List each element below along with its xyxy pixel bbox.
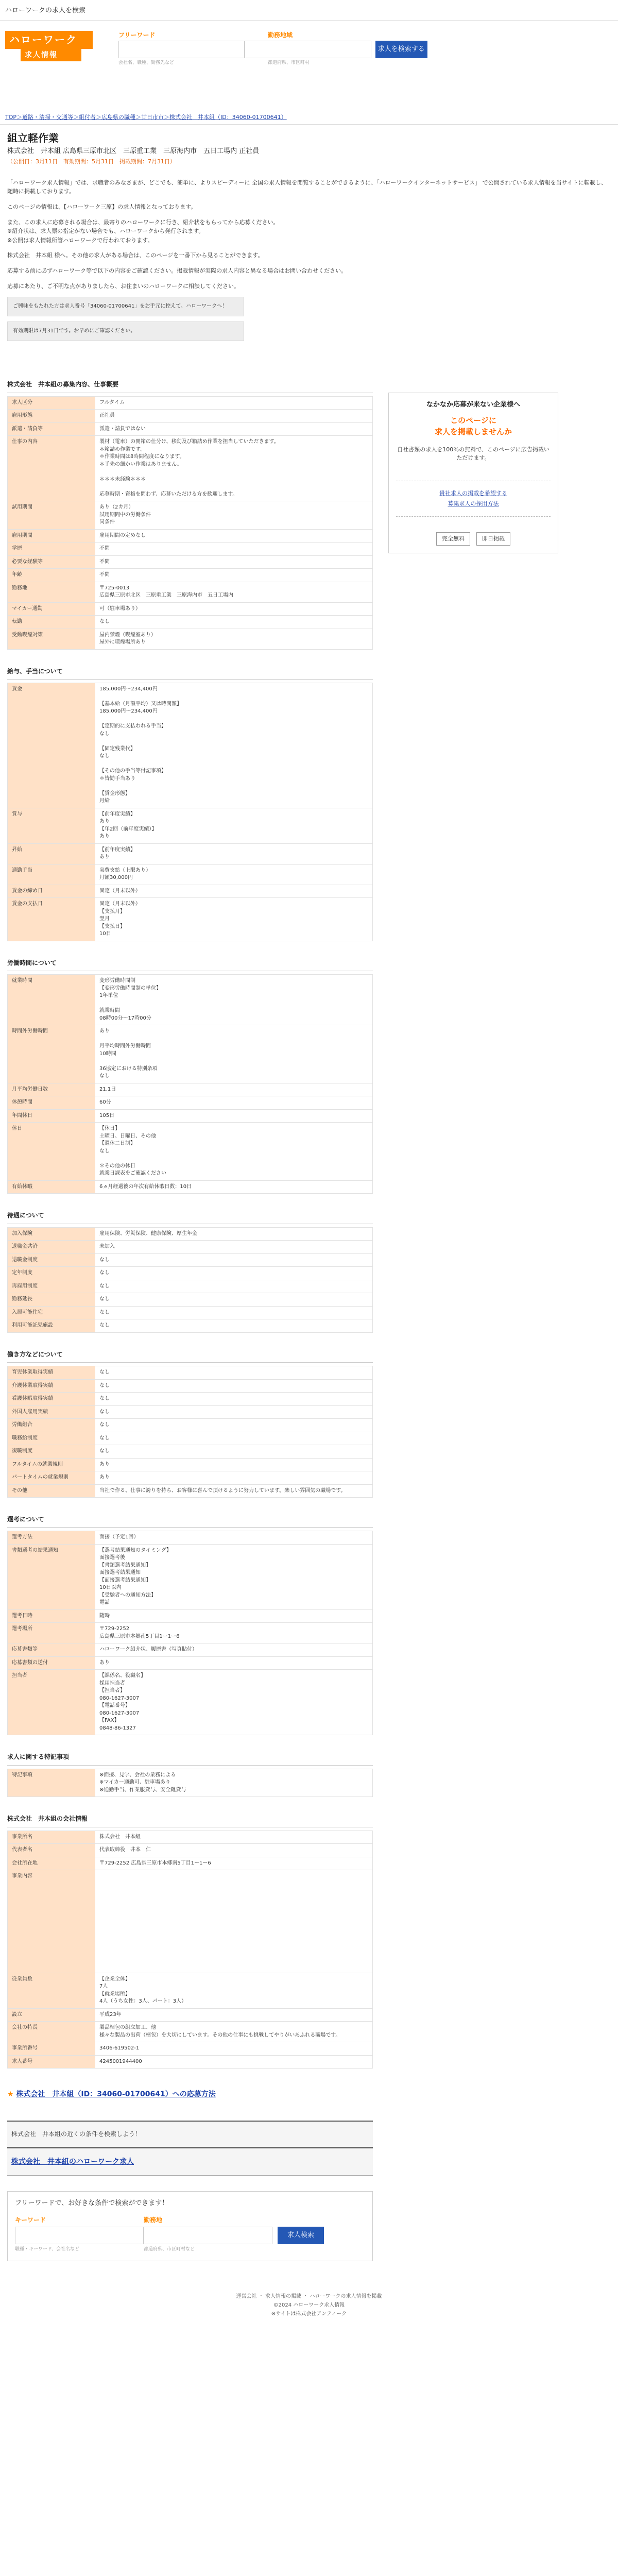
bottom-search xyxy=(7,2191,373,2261)
field-value: なし xyxy=(95,1280,373,1293)
field-label: 就業時間 xyxy=(8,975,95,1025)
field-label: 事業所番号 xyxy=(8,2042,95,2056)
field-label: 賃金の支払日 xyxy=(8,898,95,941)
bottom-location-label: 勤務地 xyxy=(144,2216,163,2224)
field-value: あり xyxy=(95,1458,373,1471)
keyword-input[interactable] xyxy=(118,41,245,58)
field-value: 可（駐車場あり） xyxy=(95,602,373,616)
field-value: ※面接、見学、会社の業務による ※マイカー通勤可、駐車場あり ※通勤手当、作業服貸与、安全靴貸与 xyxy=(95,1769,373,1797)
bottom-keyword-input[interactable] xyxy=(15,2227,144,2244)
field-label: 有給休暇 xyxy=(8,1180,95,1194)
intro-p4: 株式会社 井本組 様へ。その他の求人がある場合は、このページを一番下から見ることができます。 xyxy=(7,252,264,259)
ad-body: 自社書類の求人を100％の無料で、このページに広告掲載いただけます。 xyxy=(397,446,550,462)
intro xyxy=(0,168,618,341)
table-row xyxy=(8,1280,373,1293)
field-value: 【休日】 土曜日、日曜日、その他 【週休二日制】 なし ＊その他の休日 就業日課表をご確認ください xyxy=(95,1123,373,1181)
field-value: 屋内禁煙（喫煙室あり） 屋外に喫煙場所あり xyxy=(95,629,373,649)
table-row xyxy=(8,1096,373,1110)
bottom-location-placeholder: 都道府県、市区町村など xyxy=(144,2247,195,2252)
top-bar xyxy=(0,0,618,21)
field-label: 転勤 xyxy=(8,616,95,629)
footer-links[interactable]: 運営会社 ・ 求人情報の掲載 ・ ハローワークの求人情報を掲載 xyxy=(236,2293,382,2299)
field-value: あり xyxy=(95,1656,373,1670)
breadcrumb-link[interactable]: TOP＞道路・清掃・交通等＞組付者＞広島県の職種＞廿日市市＞株式会社 井本組（ID：34060-01700641） xyxy=(5,114,287,121)
table-row xyxy=(8,975,373,1025)
table-row xyxy=(8,1445,373,1459)
table-row xyxy=(8,1123,373,1181)
section-title: 株式会社 井本組の募集内容、仕事概要 xyxy=(7,377,373,393)
field-label: 設立 xyxy=(8,2008,95,2022)
intro-p6: 応募にあたり、ご不明な点がありましたら、お住まいのハローワークに相談してください。 xyxy=(7,282,239,290)
field-label: 代表者名 xyxy=(8,1844,95,1857)
field-label: 会社の特長 xyxy=(8,2022,95,2042)
field-value: なし xyxy=(95,1445,373,1459)
field-label: 勤務地 xyxy=(8,582,95,602)
posting-dates: （公開日：3月11日 有効期間：5月31日 掲載期間：7月31日） xyxy=(7,158,176,165)
field-label: 賃金の締め日 xyxy=(8,885,95,898)
table-row xyxy=(8,1405,373,1419)
sidebar xyxy=(388,393,558,2069)
table-row xyxy=(8,555,373,569)
field-label: 労働組合 xyxy=(8,1419,95,1432)
table-row xyxy=(8,1857,373,1870)
job-number-note: ご興味をもたれた方は求人番号「34060-01700641」をお手元に控えて、ハローワークへ！ xyxy=(7,297,244,316)
nearby-search-text: 株式会社 井本組の近くの条件を検索しよう！ xyxy=(11,2130,142,2138)
field-label: 受動喫煙対策 xyxy=(8,629,95,649)
table-row xyxy=(8,1531,373,1545)
field-label: 試用期間 xyxy=(8,501,95,530)
section-table xyxy=(7,1366,373,1498)
field-label: 昇給 xyxy=(8,843,95,864)
field-label: 担当者 xyxy=(8,1670,95,1735)
table-row xyxy=(8,569,373,582)
table-row xyxy=(8,1227,373,1241)
table-row xyxy=(8,1623,373,1643)
field-value: 代表取締役 井本 仁 xyxy=(95,1844,373,1857)
field-value: あり 月平均時間外労働時間 10時間 36協定における特別条項 なし xyxy=(95,1025,373,1083)
table-row xyxy=(8,885,373,898)
field-value: 【前年度実績】 あり xyxy=(95,843,373,864)
table-row xyxy=(8,1366,373,1380)
footer-copyright: ©2024 ハローワーク求人情報 xyxy=(273,2302,345,2308)
intro-p1: 「ハローワーク求人情報」では、求職者のみなさまが、どこでも、簡単に、よりスピーディーに 全国の求人情報を閲覧することができるように、「ハローワークインターネットサービス」 で公開されている求人情報を当サイトに転載し、随時に掲載しております。 xyxy=(7,179,607,195)
table-row xyxy=(8,602,373,616)
table-row xyxy=(8,864,373,885)
page-title: 組立軽作業 xyxy=(7,132,59,144)
field-value: 3406-619502-1 xyxy=(95,2042,373,2056)
section-table xyxy=(7,1227,373,1333)
field-value: なし xyxy=(95,616,373,629)
field-label: 必要な経験等 xyxy=(8,555,95,569)
field-value: なし xyxy=(95,1253,373,1267)
section-table xyxy=(7,396,373,650)
field-value: 〒729-2252 広島県三原市本郷南5丁目1ー1ー6 xyxy=(95,1857,373,1870)
table-row xyxy=(8,683,373,808)
section-title: 労働時間について xyxy=(7,956,373,971)
table-row xyxy=(8,1656,373,1670)
field-value: 正社員 xyxy=(95,410,373,423)
job-details xyxy=(7,377,373,2069)
table-row xyxy=(8,1109,373,1123)
field-value: あり（2カ月） 試用期間中の労働条件 同条件 xyxy=(95,501,373,530)
field-label: 書類選考の結果通知 xyxy=(8,1544,95,1609)
ad-link-method[interactable]: 募集求人の採用方法 xyxy=(448,500,499,507)
table-row xyxy=(8,436,373,501)
field-value: 60分 xyxy=(95,1096,373,1110)
table-row xyxy=(8,616,373,629)
table-row xyxy=(8,543,373,556)
ad-links xyxy=(396,481,551,517)
field-label: 通勤手当 xyxy=(8,864,95,885)
field-value: なし xyxy=(95,1379,373,1393)
section-title: 選考について xyxy=(7,1512,373,1528)
table-row xyxy=(8,410,373,423)
field-label: 賃金 xyxy=(8,683,95,808)
field-label: 看護休暇取得実績 xyxy=(8,1393,95,1406)
table-row xyxy=(8,1484,373,1498)
field-label: 派遣・請負等 xyxy=(8,422,95,436)
field-value: 未加入 xyxy=(95,1241,373,1254)
location-label: 勤務地域 xyxy=(268,31,293,39)
field-value: 雇用保険、労災保険、健康保険、厚生年金 xyxy=(95,1227,373,1241)
table-row xyxy=(8,2055,373,2069)
section-table xyxy=(7,974,373,1194)
field-label: 年齢 xyxy=(8,569,95,582)
field-label: 時間外労働時間 xyxy=(8,1025,95,1083)
bottom-location-input[interactable] xyxy=(144,2227,272,2244)
search-button[interactable]: 求人を検索する xyxy=(375,41,427,58)
field-label: フルタイムの就業規則 xyxy=(8,1458,95,1471)
field-label: 事業所名 xyxy=(8,1831,95,1844)
field-value: 当社で作る、仕事に誇りを持ち、お客様に喜んで頂けるように努力しています。楽しい雰囲気の職場です。 xyxy=(95,1484,373,1498)
field-label: 退職金共済 xyxy=(8,1241,95,1254)
field-value: 株式会社 井本組 xyxy=(95,1831,373,1844)
field-label: 勤務延長 xyxy=(8,1293,95,1307)
field-label: 休日 xyxy=(8,1123,95,1181)
field-label: 求人区分 xyxy=(8,396,95,410)
company-line: 株式会社 井本組 広島県三原市北区 三原重工業 三原海内市 五日工場内 正社員 xyxy=(7,147,260,155)
field-value: なし xyxy=(95,1393,373,1406)
bottom-search-button[interactable]: 求人検索 xyxy=(278,2227,324,2244)
table-row xyxy=(8,1432,373,1445)
table-row xyxy=(8,1831,373,1844)
field-label: 退職金制度 xyxy=(8,1253,95,1267)
field-label: マイカー通勤 xyxy=(8,602,95,616)
location-input[interactable] xyxy=(245,41,371,58)
field-value: 面接（予定1回） xyxy=(95,1531,373,1545)
table-row xyxy=(8,629,373,649)
section-title: 待遇について xyxy=(7,1208,373,1224)
intro-p3: また、この求人に応募される場合は、最寄りのハローワークに行き、紹介状をもらってから応募ください。 ※紹介状は、求人票の指定がない場合でも、ハローワークから発行されます。 ※公開は求人情報所管ハローワークで行われております。 xyxy=(7,218,279,244)
main-content xyxy=(0,377,618,2069)
field-value: なし xyxy=(95,1432,373,1445)
field-value: なし xyxy=(95,1366,373,1380)
field-value: 【前年度実績】 あり 【年2回（前年度実績）】 あり xyxy=(95,808,373,843)
field-label: 加入保険 xyxy=(8,1227,95,1241)
field-value: なし xyxy=(95,1293,373,1307)
field-value: 随時 xyxy=(95,1609,373,1623)
company-jobs-link[interactable]: 株式会社 井本組のハローワーク求人 xyxy=(11,2157,134,2166)
logo-line1: ハローワーク xyxy=(5,31,93,49)
table-row xyxy=(8,1973,373,2008)
field-value: 固定（月末以外） xyxy=(95,885,373,898)
table-row xyxy=(8,1083,373,1096)
ad-link-post[interactable]: 貴社求人の掲載を希望する xyxy=(439,490,507,497)
table-row xyxy=(8,1241,373,1254)
table-row xyxy=(8,396,373,410)
footer-operator: ※サイトは株式会社アンティーク xyxy=(271,2311,347,2317)
intro-p5: 応募する前に必ずハローワーク等で以下の内容をご確認ください。掲載情報が実際の求人内容と異なる場合はお問い合わせください。 xyxy=(7,267,347,274)
field-value: 〒725-0013 広島県三原市北区 三原重工業 三原海内市 五日工場内 xyxy=(95,582,373,602)
table-row xyxy=(8,2022,373,2042)
table-row xyxy=(8,422,373,436)
field-value: 変形労働時間制 【変形労働時間制の単位】 1年単位 就業時間 08時00分〜17時00分 xyxy=(95,975,373,1025)
field-value: あり xyxy=(95,1471,373,1485)
job-header xyxy=(0,125,618,168)
table-row xyxy=(8,501,373,530)
apply-link[interactable] xyxy=(7,2089,373,2099)
field-label: パートタイムの就業規則 xyxy=(8,1471,95,1485)
star-icon: ★ xyxy=(7,2090,14,2099)
table-row xyxy=(8,1319,373,1333)
bottom-keyword-label: キーワード xyxy=(15,2216,46,2224)
field-value: 不問 xyxy=(95,569,373,582)
field-label: 再雇用制度 xyxy=(8,1280,95,1293)
field-value: なし xyxy=(95,1306,373,1319)
bottom-search-title: フリーワードで、お好きな条件で検索ができます！ xyxy=(15,2199,169,2208)
ad-heading: なかなか応募が来ない企業様へ xyxy=(426,401,520,409)
table-row xyxy=(8,1609,373,1623)
expiry-note: 有効期限は7月31日です。お早めにご確認ください。 xyxy=(7,321,244,341)
table-row xyxy=(8,1419,373,1432)
field-value: ハローワーク紹介状、履歴書（写真貼付） xyxy=(95,1643,373,1657)
field-label: 従業員数 xyxy=(8,1973,95,2008)
table-row xyxy=(8,1306,373,1319)
field-value: 4245001944400 xyxy=(95,2055,373,2069)
header-search xyxy=(118,31,427,66)
table-row xyxy=(8,1393,373,1406)
section-table xyxy=(7,1531,373,1735)
breadcrumb xyxy=(0,113,618,125)
field-label: 求人番号 xyxy=(8,2055,95,2069)
field-value: 185,000円〜234,400円 【基本給（月額平均）又は時間額】 185,000円〜234,400円 【定期的に支払われる手当】 なし 【固定残業代】 なし 【その他の手当等付記事項】 ＊皆勤手当あり 【賃金形態】 月給 xyxy=(95,683,373,808)
table-row xyxy=(8,1670,373,1735)
field-label: 職務給制度 xyxy=(8,1432,95,1445)
field-value: 【企業全体】 7人 【就業場所】 4人（うち女性：3人、パート：3人） xyxy=(95,1973,373,2008)
table-row xyxy=(8,843,373,864)
field-value xyxy=(95,1870,373,1973)
section-table xyxy=(7,1831,373,2069)
field-label: 事業内容 xyxy=(8,1870,95,1973)
bottom-keyword-placeholder: 職種・キーワード、会社名など xyxy=(15,2247,80,2252)
field-value: 21.1日 xyxy=(95,1083,373,1096)
location-placeholder: 都道府県、市区町村 xyxy=(268,60,310,66)
nearby-search-bar[interactable] xyxy=(7,2121,373,2147)
field-value: 【課係名、役職名】 採用担当者 【担当者】 080-1627-3007 【電話番号】 080-1627-3007 【FAX】 0848-86-1327 xyxy=(95,1670,373,1735)
field-label: 学歴 xyxy=(8,543,95,556)
footer xyxy=(0,2292,618,2339)
field-label: 雇用形態 xyxy=(8,410,95,423)
field-value: なし xyxy=(95,1405,373,1419)
field-label: 利用可能託児施設 xyxy=(8,1319,95,1333)
field-value: 実費支給（上限あり） 月額30,000円 xyxy=(95,864,373,885)
company-jobs-bar[interactable] xyxy=(7,2147,373,2176)
field-label: 入居可能住宅 xyxy=(8,1306,95,1319)
related-links xyxy=(7,2089,373,2176)
field-value: 〒729-2252 広島県三原市本郷南5丁目1ー1ー6 xyxy=(95,1623,373,1643)
field-value: 不問 xyxy=(95,543,373,556)
table-row xyxy=(8,1643,373,1657)
field-value: 不問 xyxy=(95,555,373,569)
field-value: 105日 xyxy=(95,1109,373,1123)
field-label: 特記事項 xyxy=(8,1769,95,1797)
table-row xyxy=(8,1180,373,1194)
ad-tagline2: 求人を掲載しませんか xyxy=(434,427,512,436)
field-label: 復職制度 xyxy=(8,1445,95,1459)
ad-tagline1: このページに xyxy=(450,415,496,425)
section-title: 株式会社 井本組の会社情報 xyxy=(7,1811,373,1827)
table-row xyxy=(8,1293,373,1307)
field-label: 仕事の内容 xyxy=(8,436,95,501)
table-row xyxy=(8,1870,373,1973)
section-title: 働き方などについて xyxy=(7,1347,373,1363)
field-label: 応募書類の送付 xyxy=(8,1656,95,1670)
site-header xyxy=(0,21,618,77)
field-value: なし xyxy=(95,1419,373,1432)
field-value: 雇用期間の定めなし xyxy=(95,529,373,543)
table-row xyxy=(8,582,373,602)
ad-card xyxy=(388,393,558,553)
field-label: 定年制度 xyxy=(8,1267,95,1280)
table-row xyxy=(8,1458,373,1471)
table-row xyxy=(8,2008,373,2022)
field-value: フルタイム xyxy=(95,396,373,410)
field-label: 選考方法 xyxy=(8,1531,95,1545)
table-row xyxy=(8,1844,373,1857)
field-value: 平成23年 xyxy=(95,2008,373,2022)
field-label: 雇用期間 xyxy=(8,529,95,543)
same-day-badge[interactable]: 即日掲載 xyxy=(476,532,510,546)
field-label: 応募書類等 xyxy=(8,1643,95,1657)
table-row xyxy=(8,1253,373,1267)
table-row xyxy=(8,2042,373,2056)
field-label: 賞与 xyxy=(8,808,95,843)
table-row xyxy=(8,1769,373,1797)
table-row xyxy=(8,898,373,941)
top-bar-title: ハローワークの求人を検索 xyxy=(5,7,86,14)
site-logo[interactable] xyxy=(5,31,93,62)
field-label: 選考日時 xyxy=(8,1609,95,1623)
table-row xyxy=(8,1544,373,1609)
field-value: 【選考結果通知のタイミング】 面接選考後 【書類選考結果通知】 面接選考結果通知 【面接選考結果通知】 10日以内 【受験者への通知方法】 電話 xyxy=(95,1544,373,1609)
field-label: 外国人雇用実績 xyxy=(8,1405,95,1419)
logo-line2: 求人情報 xyxy=(21,49,81,61)
section-table xyxy=(7,1769,373,1798)
keyword-placeholder: 会社名、職種、勤務先など xyxy=(118,60,175,66)
free-badge[interactable]: 完全無料 xyxy=(436,532,470,546)
table-row xyxy=(8,1471,373,1485)
section-title: 求人に関する特記事項 xyxy=(7,1750,373,1765)
section-title: 給与、手当について xyxy=(7,664,373,680)
table-row xyxy=(8,529,373,543)
table-row xyxy=(8,808,373,843)
table-row xyxy=(8,1267,373,1280)
field-label: 介護休業取得実績 xyxy=(8,1379,95,1393)
table-row xyxy=(8,1379,373,1393)
field-value: 固定（月末以外） 【支払月】 翌月 【支払日】 10日 xyxy=(95,898,373,941)
field-label: 休憩時間 xyxy=(8,1096,95,1110)
field-label: 年間休日 xyxy=(8,1109,95,1123)
field-value: 6ヵ月経過後の年次有給休暇日数：10日 xyxy=(95,1180,373,1194)
field-label: その他 xyxy=(8,1484,95,1498)
section-table xyxy=(7,683,373,941)
field-label: 月平均労働日数 xyxy=(8,1083,95,1096)
field-value: 派遣・請負ではない xyxy=(95,422,373,436)
field-label: 育児休業取得実績 xyxy=(8,1366,95,1380)
intro-p2: このページの情報は、【ハローワーク三原】の求人情報となっております。 xyxy=(7,203,197,210)
field-label: 選考場所 xyxy=(8,1623,95,1643)
field-value: 製品梱包の組立加工、他 様々な製品の出荷（梱包）を大切にしています。その他の仕事にも挑戦してやりがいあふれる職場です。 xyxy=(95,2022,373,2042)
keyword-label: フリーワード xyxy=(118,31,156,39)
field-value: なし xyxy=(95,1267,373,1280)
apply-link-text[interactable]: 株式会社 井本組（ID：34060-01700641）への応募方法 xyxy=(16,2090,216,2099)
field-label: 会社所在地 xyxy=(8,1857,95,1870)
field-value: 製材（電車）の開箱の仕分け、移動及び箱詰め作業を担当していただきます。 ＊箱詰め作業です。 ＊作業時間は8時間程度になります。 ＊手先の細かい作業はありません。 ＊＊＊未経験＊＊＊ 応募時期・資格を問わず、応募いただける方を歓迎します。 xyxy=(95,436,373,501)
field-value: なし xyxy=(95,1319,373,1333)
table-row xyxy=(8,1025,373,1083)
